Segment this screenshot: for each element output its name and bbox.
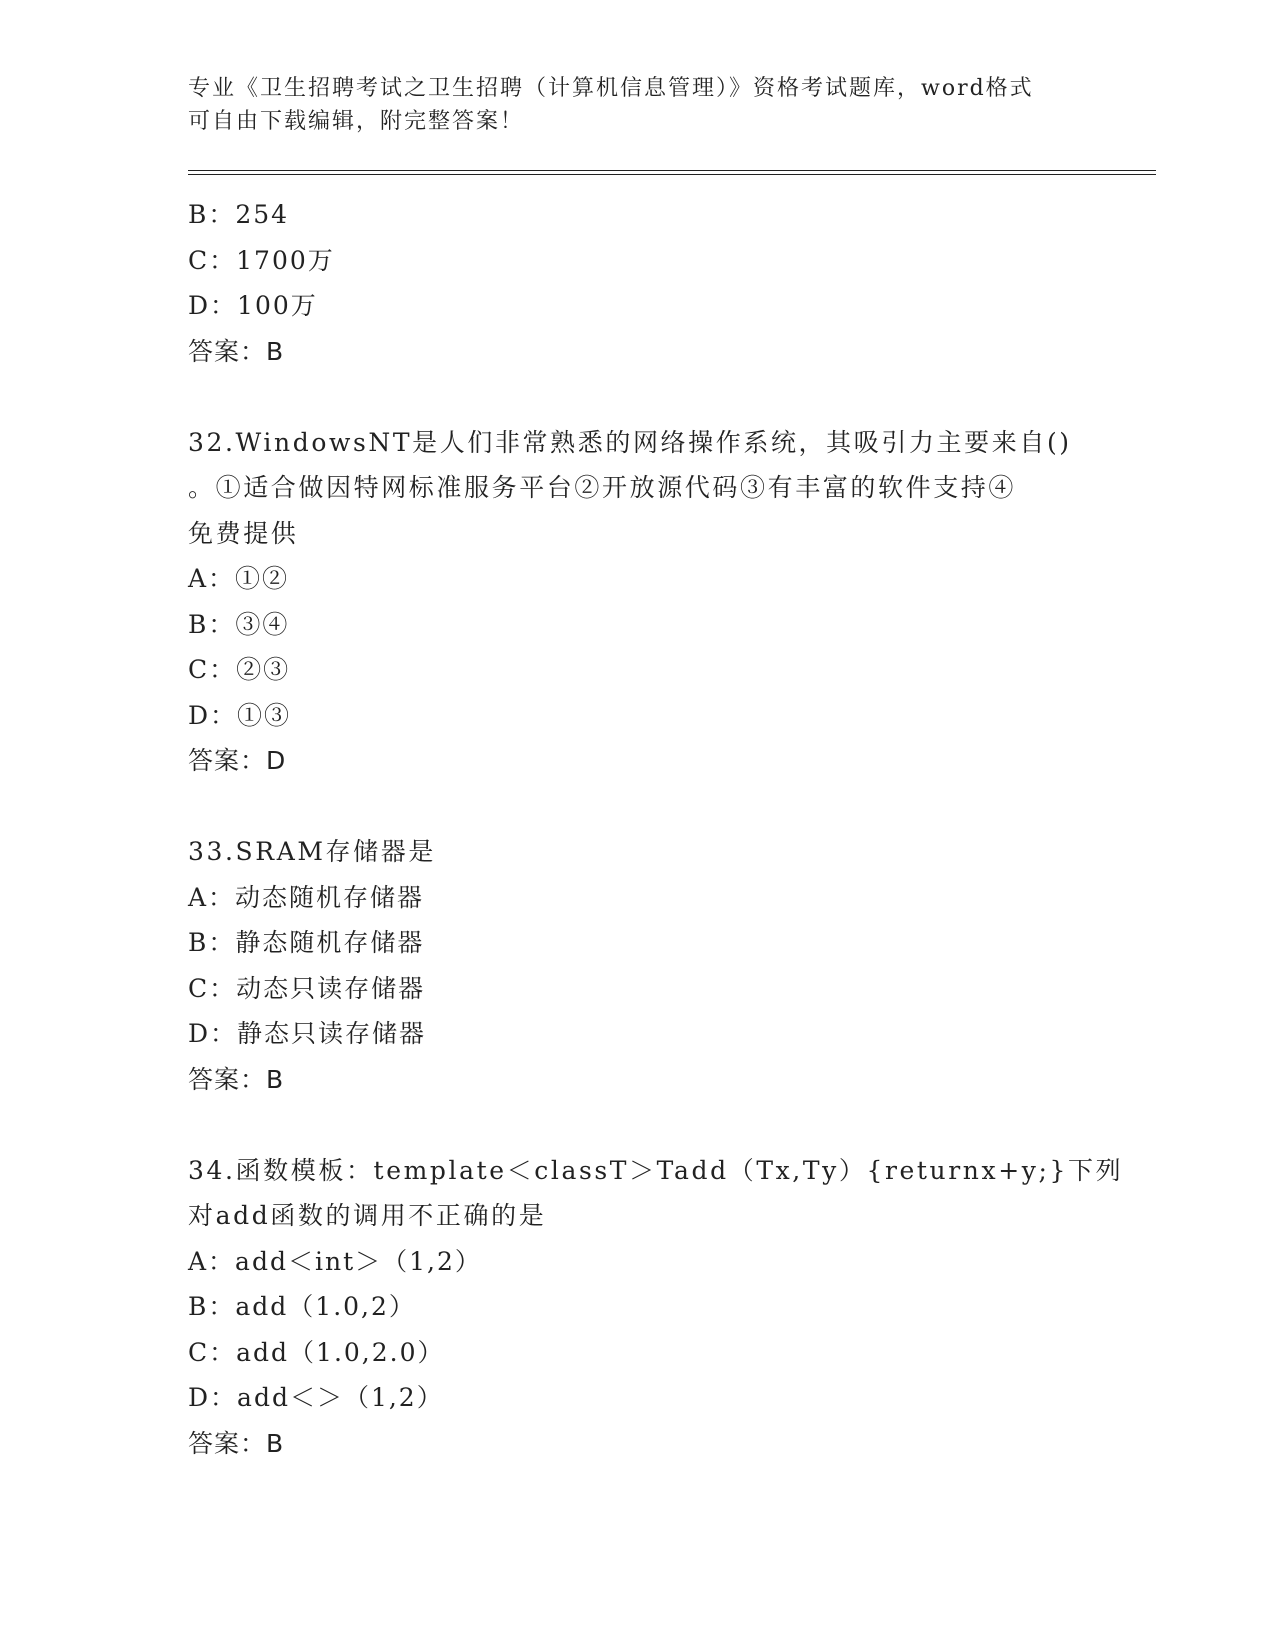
header-title-line-1: 专业《卫生招聘考试之卫生招聘（计算机信息管理）》资格考试题库，word格式 <box>188 76 1034 101</box>
option-c: C：add（1.0,2.0） <box>188 1337 445 1367</box>
answer-line: 答案：B <box>188 336 285 366</box>
question-34 <box>188 1148 1124 1467</box>
question-stem-line: 免费提供 <box>188 518 299 548</box>
option-b: B：静态随机存储器 <box>188 928 425 957</box>
question-32 <box>188 420 1088 784</box>
question-stem-line: 。①适合做因特网标准服务平台②开放源代码③有丰富的软件支持④ <box>188 473 1017 502</box>
question-list <box>188 192 1124 1466</box>
option-a: A：①② <box>188 564 290 593</box>
header-rule-bottom <box>188 174 1156 175</box>
question-stem-line: 对add函数的调用不正确的是 <box>188 1201 547 1230</box>
page-header <box>188 72 1088 138</box>
option-b: B：254 <box>188 200 290 229</box>
question-33 <box>188 829 1088 1102</box>
answer-line: 答案：D <box>188 746 287 775</box>
previous-question-tail <box>188 192 1088 374</box>
answer-line: 答案：B <box>188 1428 285 1458</box>
option-b: B：add（1.0,2） <box>188 1292 416 1321</box>
question-stem-line: 33.SRAM存储器是 <box>188 837 436 866</box>
question-stem-line: 32.WindowsNT是人们非常熟悉的网络操作系统，其吸引力主要来自() <box>188 427 1072 457</box>
option-a: A：动态随机存储器 <box>188 882 425 912</box>
option-d: D：100万 <box>188 291 318 320</box>
option-c: C：动态只读存储器 <box>188 973 426 1003</box>
answer-line: 答案：B <box>188 1064 285 1094</box>
header-rule-top <box>188 170 1156 171</box>
option-d: D：add＜＞（1,2） <box>188 1383 444 1412</box>
option-c: C：②③ <box>188 655 291 684</box>
header-title-line-2: 可自由下载编辑，附完整答案！ <box>188 109 525 134</box>
option-a: A：add＜int＞（1,2） <box>188 1246 482 1276</box>
option-d: D：静态只读存储器 <box>188 1019 427 1048</box>
option-b: B：③④ <box>188 609 290 639</box>
option-d: D：①③ <box>188 700 292 730</box>
question-stem-line: 34.函数模板：template＜classT＞Tadd（Tx,Ty）{returnx+y;}下列 <box>188 1155 1124 1185</box>
option-c: C：1700万 <box>188 245 335 275</box>
